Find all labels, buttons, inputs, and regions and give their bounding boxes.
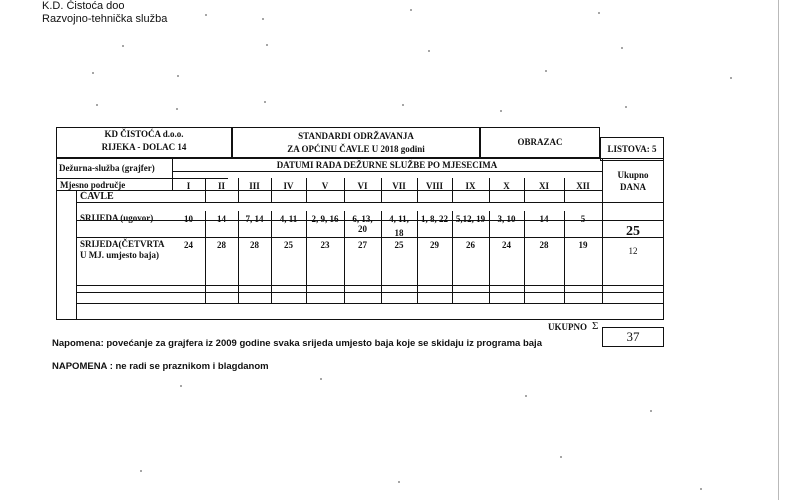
month-header: VII	[392, 181, 406, 191]
table-cell: 26	[466, 240, 475, 250]
org-address: RIJEKA - DOLAC 14	[101, 142, 187, 152]
table-cell: 28	[539, 240, 549, 250]
service-label: Dežurna-služba (grajfer)	[59, 163, 155, 173]
table-cell: 2, 9, 16	[311, 214, 339, 224]
listova-label: LISTOVA: 5	[607, 144, 657, 154]
table-cell: 3, 10	[497, 214, 516, 224]
table-cell: 28	[250, 240, 259, 250]
table-cell: 25	[284, 240, 293, 250]
form-title-line2: ZA OPĆINU ČAVLE U 2018 godini	[287, 144, 425, 154]
org-name: KD ČISTOĆA d.o.o.	[104, 129, 184, 139]
table-cell: 24	[184, 240, 193, 250]
table-cell: 29	[430, 240, 439, 250]
table-cell: 14	[217, 214, 226, 224]
ukupno-label: UKUPNO	[548, 322, 587, 332]
table-cell: 23	[320, 240, 330, 250]
area-name: ČAVLE	[80, 191, 114, 202]
table-cell: 6, 13,	[352, 214, 373, 224]
obrazac-label: OBRAZAC	[517, 137, 563, 147]
month-header: II	[217, 181, 225, 191]
dates-header: DATUMI RADA DEŽURNE SLUŽBE PO MJESECIMA	[276, 160, 498, 170]
table-cell: 5,12, 19	[455, 214, 486, 224]
table-cell-line2: 18	[394, 228, 404, 238]
month-header: IX	[465, 181, 476, 191]
month-header: XII	[576, 181, 590, 191]
table-cell: 28	[217, 240, 226, 250]
table-cell: 19	[578, 240, 588, 250]
month-header: VIII	[425, 181, 443, 191]
table-cell: 27	[358, 240, 367, 250]
row-label-line2: U MJ. umjesto baja)	[80, 250, 159, 260]
month-header: I	[186, 181, 191, 191]
table-cell-line2: 20	[358, 224, 367, 234]
month-header: IV	[283, 181, 294, 191]
note-2: NAPOMENA : ne radi se praznikom i blagdanom	[52, 361, 269, 372]
row-total: 25	[626, 224, 640, 239]
company-name: K.D. Čistoća doo	[42, 0, 125, 12]
row-total: 12	[628, 246, 638, 256]
month-header: XI	[538, 181, 549, 191]
table-cell: 7, 14	[245, 214, 264, 224]
row-label: SRIJEDA (ugovor)	[80, 213, 154, 223]
table-cell: 14	[539, 214, 549, 224]
month-header: X	[503, 181, 510, 191]
table-cell: 1, 8, 22	[421, 214, 448, 224]
form-title-line1: STANDARDI ODRŽAVANJA	[298, 131, 414, 141]
grand-total: 37	[626, 329, 640, 344]
note-1: Napomena: povećanje za grajfera iz 2009 godine svaka srijeda umjesto baja koje se skidaju iz programa baja	[52, 338, 542, 349]
month-header: V	[321, 181, 329, 191]
scan-edge-line	[778, 0, 779, 500]
area-label: Mjesno područje	[60, 180, 126, 190]
row-label: SRIJEDA(ČETVRTA	[80, 239, 165, 249]
month-header: III	[249, 181, 260, 191]
total-days-header-line1: Ukupno	[617, 170, 649, 180]
table-cell: 4, 11	[279, 214, 298, 224]
table-cell: 10	[184, 214, 193, 224]
month-header: VI	[357, 181, 368, 191]
table-cell: 24	[502, 240, 511, 250]
table-cell: 4, 11,	[389, 214, 409, 224]
sigma-symbol: Σ	[592, 320, 599, 332]
total-days-header-line2: DANA	[620, 182, 646, 192]
table-cell: 25	[394, 240, 404, 250]
department-name: Razvojno-tehnička služba	[42, 13, 168, 25]
table-cell: 5	[580, 214, 586, 224]
